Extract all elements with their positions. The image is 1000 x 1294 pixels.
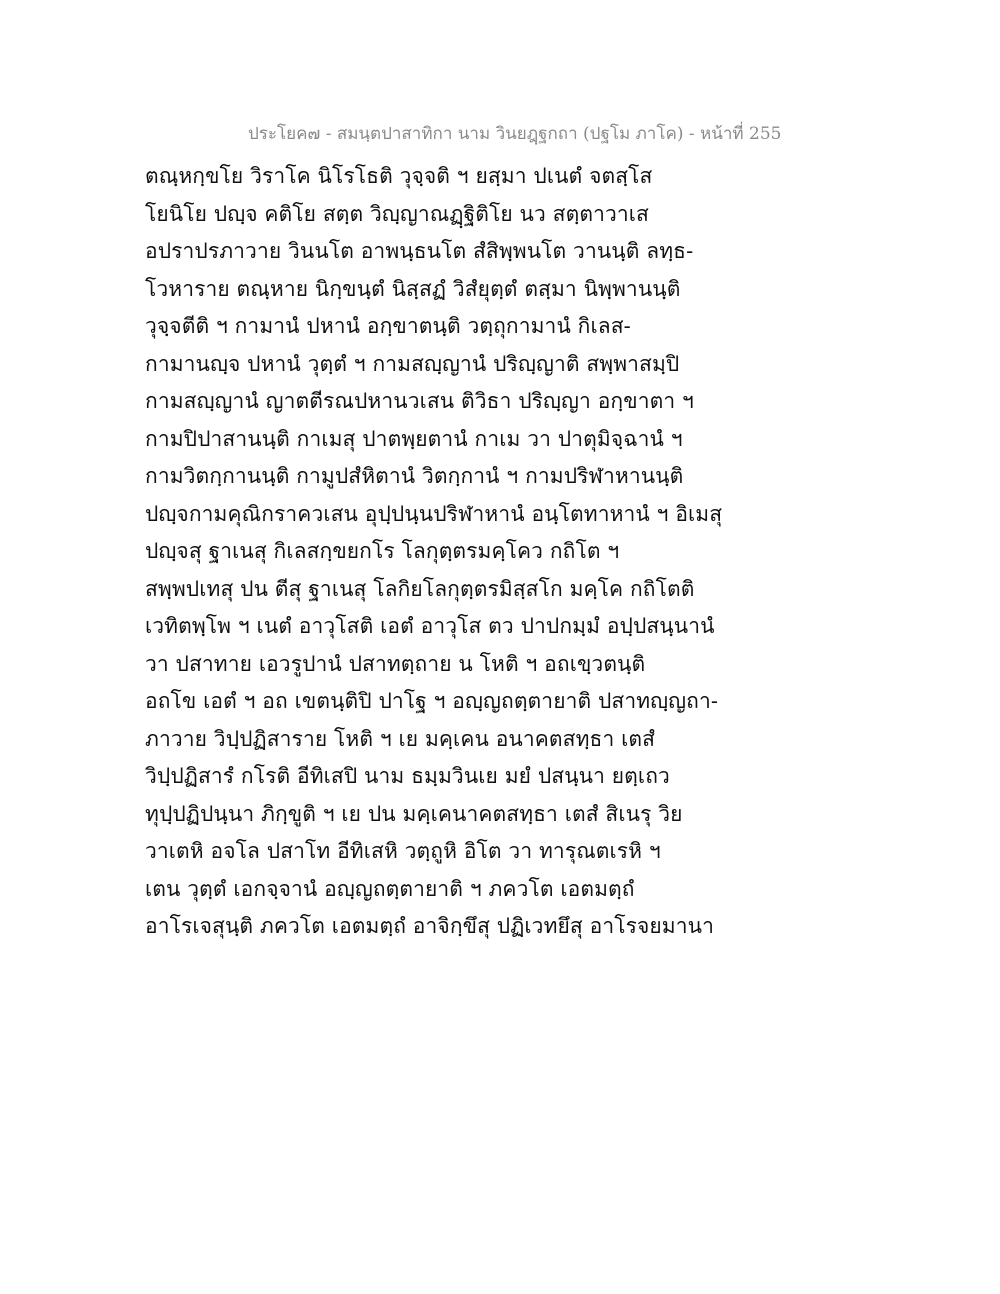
text-line: วิปฺปฏิสารํ กโรติ อีทิเสปิ นาม ธมฺมวินเย มยํ ปสนฺนา ยตฺเถว: [145, 764, 670, 788]
text-line: เวทิตพฺโพ ฯ เนตํ อาวุโสติ เอตํ อาวุโส ตว ปาปกมฺมํ อปฺปสนฺนานํ: [145, 614, 715, 638]
text-line: กามปิปาสานนฺติ กาเมสุ ปาตพฺยตานํ กาเม วา ปาตุมิจฺฉานํ ฯ: [145, 426, 683, 451]
text-line: ภาวาย วิปฺปฏิสาราย โหติ ฯ เย มคฺเคน อนาคตสทฺธา เตสํ: [145, 726, 656, 751]
text-line: วุจฺจตีติ ฯ กามานํ ปหานํ อกฺขาตนฺติ วตฺถุกามานํ กิเลส-: [145, 314, 631, 338]
text-line: กามานญฺจ ปหานํ วุตฺตํ ฯ กามสญฺญานํ ปริญฺญาติ สพฺพาสมฺปิ: [145, 351, 680, 376]
text-line: อาโรเจสุนฺติ ภควโต เอตมตฺถํ อาจิกฺขึสุ ปฏิเวทยึสุ อาโรจยมานา: [145, 914, 714, 938]
body-text: [145, 158, 865, 946]
text-line: อปราปรภาวาย วินนโต อาพนฺธนโต สํสิพฺพนโต วานนฺติ ลทฺธ-: [145, 239, 694, 263]
text-line: สพฺพปเทสุ ปน ตีสุ ฐาเนสุ โลกิยโลกุตฺตรมิสฺสโก มคฺโค กถิโตติ: [145, 576, 695, 601]
text-line: วาเตหิ อจโล ปสาโท อีทิเสหิ วตฺถูหิ อิโต วา ทารุณตเรหิ ฯ: [145, 839, 661, 863]
text-line: กามวิตกฺกานนฺติ กามูปสํหิตานํ วิตกฺกานํ ฯ กามปริฬาหานนฺติ: [145, 464, 684, 488]
text-line: อถโข เอตํ ฯ อถ เขตนฺติปิ ปาโฐ ฯ อญฺญถตฺตายาติ ปสาทญฺญถา-: [145, 689, 719, 713]
text-line: โยนิโย ปญฺจ คติโย สตฺต วิญฺญาณฏฺฐิติโย นว สตฺตาวาเส: [145, 201, 649, 226]
text-line: โวหาราย ตณฺหาย นิกฺขนฺตํ นิสฺสฏํ วิสํยุตฺตํ ตสฺมา นิพฺพานนฺติ: [145, 276, 681, 301]
text-line: เตน วุตฺตํ เอกจฺจานํ อญฺญถตฺตายาติ ฯ ภควโต เอตมตฺถํ: [145, 876, 635, 901]
text-line: ทุปฺปฏิปนฺนา ภิกฺขูติ ฯ เย ปน มคฺเคนาคตสทฺธา เตสํ สิเนรุ วิย: [145, 801, 683, 826]
running-header: ประโยค๗ - สมนฺตปาสาทิกา นาม วินยฎฺฐกถา (ปฐโม ภาโค) - หน้าที่ 255: [248, 124, 782, 144]
text-line: ปญฺจสุ ฐาเนสุ กิเลสกฺขยกโร โลกุตฺตรมคฺโคว กถิโต ฯ: [145, 539, 620, 563]
text-line: วา ปสาทาย เอวรูปานํ ปสาทตฺถาย น โหติ ฯ อถเขฺวตนฺติ: [145, 651, 646, 676]
text-line: กามสญฺญานํ ญาตตีรณปหานวเสน ติวิธา ปริญฺญา อกฺขาตา ฯ: [145, 389, 694, 413]
text-line: ปญฺจกามคุณิกราควเสน อุปฺปนฺนปริฬาหานํ อนฺโตทาหานํ ฯ อิเมสุ: [145, 501, 723, 526]
text-line: ตณฺหกฺขโย วิราโค นิโรโธติ วุจฺจติ ฯ ยสฺมา ปเนตํ จตสฺโส: [145, 164, 653, 188]
